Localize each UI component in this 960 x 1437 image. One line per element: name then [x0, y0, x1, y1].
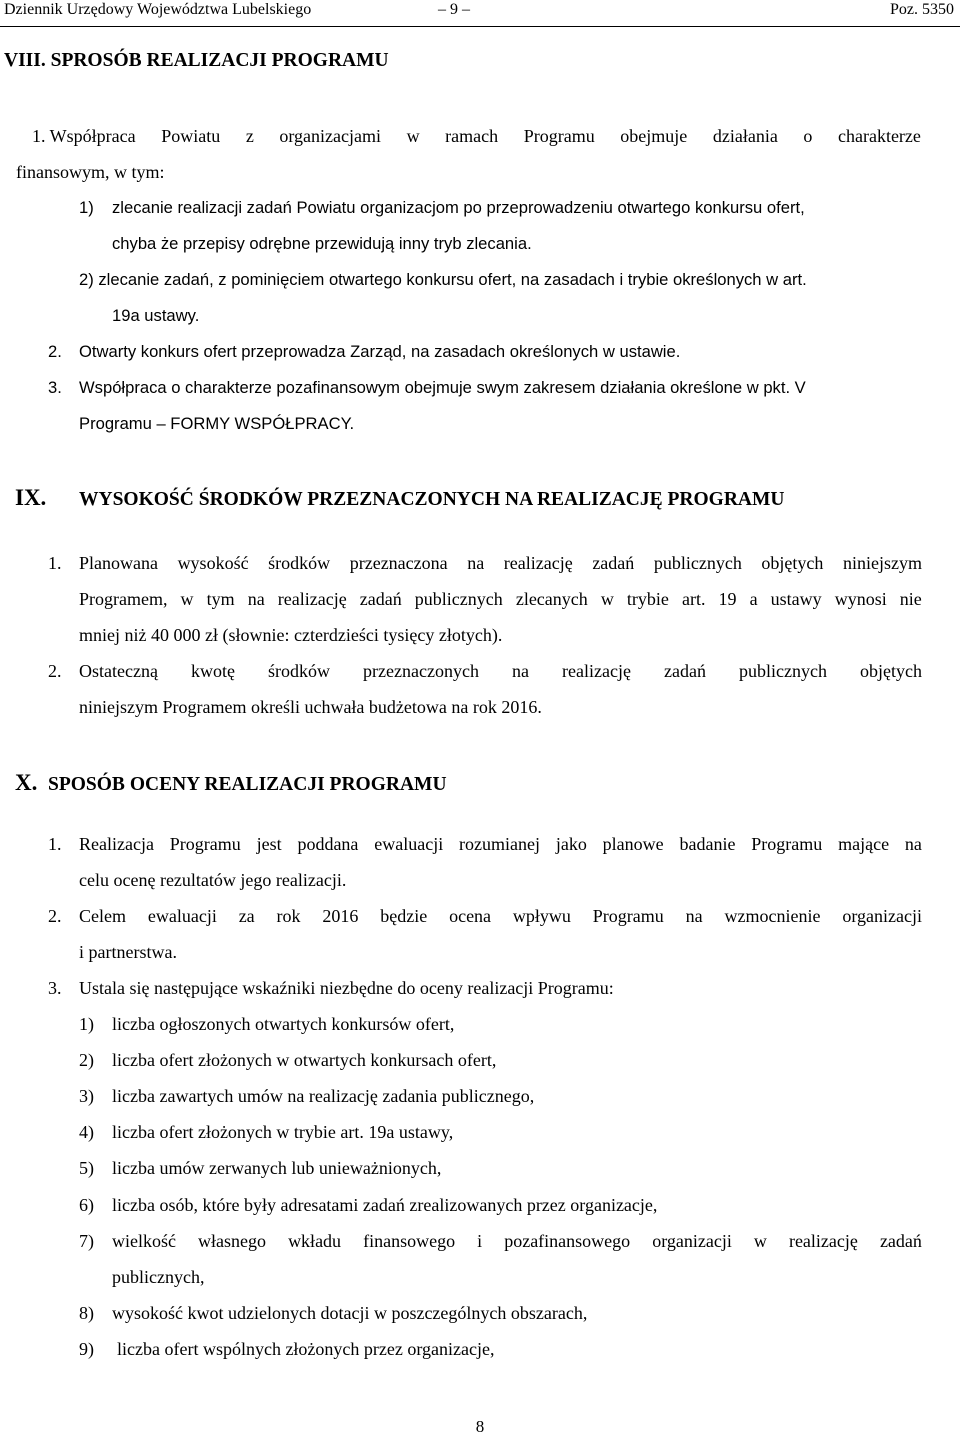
word: realizację: [277, 589, 347, 609]
word: wynosi: [834, 589, 887, 609]
word: realizację: [562, 661, 631, 681]
x-p3-number: 3.: [48, 978, 62, 998]
viii-p2-number: 2.: [48, 342, 62, 361]
word: wzmocnienie: [724, 906, 821, 926]
word: badanie: [679, 834, 736, 854]
indicator-1-text: liczba ogłoszonych otwartych konkursów ofert,: [112, 1014, 455, 1034]
word: przeznaczonych: [363, 661, 479, 681]
indicator-7-number: 7): [79, 1231, 94, 1251]
viii-p3-number: 3.: [48, 378, 62, 397]
word: pozafinansowego: [504, 1231, 631, 1251]
word: obejmuje: [620, 126, 688, 146]
word: zadań: [879, 1231, 922, 1251]
ix-p2-line1: [79, 660, 922, 682]
indicator-2-number: 2): [79, 1050, 94, 1070]
word: mające: [838, 834, 890, 854]
word: środków: [268, 661, 331, 681]
word: Programu: [592, 906, 664, 926]
word: art.: [681, 589, 706, 609]
section-ix-number: IX.: [15, 485, 47, 510]
word: z: [245, 126, 254, 146]
indicator-6-number: 6): [79, 1195, 94, 1215]
word: w: [600, 589, 614, 609]
word: na: [512, 661, 529, 681]
word: ewaluacji: [147, 906, 217, 926]
ix-p1-line3: mniej niż 40 000 zł (słownie: czterdzieści tysięcy złotych).: [79, 625, 503, 645]
indicator-8-number: 8): [79, 1303, 94, 1323]
word: jako: [555, 834, 587, 854]
indicator-9-text: liczba ofert wspólnych złożonych przez organizacje,: [117, 1339, 495, 1359]
word: 2016: [322, 906, 359, 926]
word: Programu: [751, 834, 823, 854]
word: Planowana: [79, 553, 158, 573]
word: organizacjami: [279, 126, 382, 146]
x-p1-number: 1.: [48, 834, 62, 854]
word: za: [238, 906, 255, 926]
indicator-5-number: 5): [79, 1158, 94, 1178]
word: Programu: [523, 126, 595, 146]
word: wielkość: [112, 1231, 176, 1251]
word: i: [477, 1231, 483, 1251]
section-ix-title: WYSOKOŚĆ ŚRODKÓW PRZEZNACZONYCH NA REALIZACJĘ PROGRAMU: [79, 489, 785, 510]
word: na: [247, 589, 265, 609]
word: w: [406, 126, 420, 146]
indicator-9-number: 9): [79, 1339, 94, 1359]
word: zadań: [664, 661, 706, 681]
word: Realizacja: [79, 834, 154, 854]
indicator-5-text: liczba umów zerwanych lub unieważnionych,: [112, 1158, 442, 1178]
viii-item1-number: 1): [79, 198, 94, 217]
x-p3: Ustala się następujące wskaźniki niezbędne do oceny realizacji Programu:: [79, 978, 614, 998]
x-p2-line1: [79, 905, 922, 927]
word: Programu: [169, 834, 241, 854]
word: zadań: [359, 589, 402, 609]
word: zadań: [592, 553, 635, 573]
word: publicznych: [414, 589, 503, 609]
word: nie: [899, 589, 922, 609]
word: ocena: [449, 906, 492, 926]
section-x-number: X.: [15, 770, 38, 795]
word: niniejszym: [842, 553, 922, 573]
word: 1. Współpraca: [32, 126, 136, 146]
indicator-3-number: 3): [79, 1086, 94, 1106]
ix-p1-number: 1.: [48, 553, 62, 573]
viii-item1-line2: chyba że przepisy odrębne przewidują inny tryb zlecania.: [112, 234, 532, 253]
word: Powiatu: [161, 126, 221, 146]
indicator-7-line1: [112, 1230, 922, 1252]
word: organizacji: [842, 906, 922, 926]
word: będzie: [380, 906, 428, 926]
header-position: Poz. 5350: [890, 1, 954, 18]
x-p1-line2: celu ocenę rezultatów jego realizacji.: [79, 870, 347, 890]
word: ramach: [445, 126, 499, 146]
ix-p1-line1: [79, 552, 922, 574]
indicator-6-text: liczba osób, które były adresatami zadań zrealizowanych przez organizacje,: [112, 1195, 658, 1215]
word: w: [180, 589, 194, 609]
word: a: [749, 589, 758, 609]
word: rozumianej: [459, 834, 541, 854]
word: na: [467, 553, 485, 573]
word: wysokość: [177, 553, 249, 573]
header-rule: [0, 26, 960, 27]
word: środków: [268, 553, 331, 573]
header-journal: Dziennik Urzędowy Województwa Lubelskiego: [4, 1, 312, 18]
word: własnego: [198, 1231, 267, 1251]
word: ewaluacji: [374, 834, 444, 854]
indicator-3-text: liczba zawartych umów na realizację zadania publicznego,: [112, 1086, 535, 1106]
word: charakterze: [837, 126, 921, 146]
word: zlecanych: [515, 589, 588, 609]
x-p2-line2: i partnerstwa.: [79, 942, 177, 962]
word: trybie: [626, 589, 669, 609]
word: realizację: [788, 1231, 858, 1251]
word: 19: [718, 589, 737, 609]
page-number: 8: [475, 1417, 485, 1436]
word: w: [753, 1231, 767, 1251]
word: wkładu: [288, 1231, 342, 1251]
word: publicznych: [653, 553, 742, 573]
word: planowe: [602, 834, 664, 854]
indicator-4-text: liczba ofert złożonych w trybie art. 19a ustawy,: [112, 1122, 454, 1142]
indicator-4-number: 4): [79, 1122, 94, 1142]
section-viii-title: VIII. SPROSÓB REALIZACJI PROGRAMU: [4, 50, 389, 71]
word: na: [685, 906, 703, 926]
word: Celem: [79, 906, 126, 926]
word: Ostateczną: [79, 661, 158, 681]
word: finansowego: [363, 1231, 456, 1251]
word: działania: [712, 126, 778, 146]
word: na: [904, 834, 922, 854]
word: publicznych: [739, 661, 827, 681]
viii-p2: Otwarty konkurs ofert przeprowadza Zarząd, na zasadach określonych w ustawie.: [79, 342, 681, 361]
header-page-marker: – 9 –: [438, 1, 470, 18]
viii-p3-line1: Współpraca o charakterze pozafinansowym obejmuje swym zakresem działania określone w pkt. V: [79, 378, 806, 397]
viii-item2-line1: 2) zlecanie zadań, z pominięciem otwartego konkursu ofert, na zasadach i trybie określonych w art.: [79, 270, 807, 289]
viii-p3-line2: Programu – FORMY WSPÓŁPRACY.: [79, 414, 355, 433]
x-p2-number: 2.: [48, 906, 62, 926]
word: Programem,: [79, 589, 168, 609]
viii-p1-line1: [32, 125, 921, 147]
word: rok: [276, 906, 301, 926]
word: organizacji: [652, 1231, 732, 1251]
indicator-7-line2: publicznych,: [112, 1267, 205, 1287]
indicator-8-text: wysokość kwot udzielonych dotacji w poszczególnych obszarach,: [112, 1303, 588, 1323]
section-x-title: SPOSÓB OCENY REALIZACJI PROGRAMU: [48, 774, 447, 795]
word: jest: [256, 834, 282, 854]
ix-p2-line2: niniejszym Programem określi uchwała budżetowa na rok 2016.: [79, 697, 542, 717]
word: o: [803, 126, 813, 146]
word: kwotę: [190, 661, 235, 681]
indicator-2-text: liczba ofert złożonych w otwartych konkursach ofert,: [112, 1050, 497, 1070]
word: wpływu: [512, 906, 571, 926]
ix-p2-number: 2.: [48, 661, 62, 681]
x-p1-line1: [79, 833, 922, 855]
viii-item2-line2: 19a ustawy.: [112, 306, 200, 325]
word: poddana: [297, 834, 359, 854]
indicator-1-number: 1): [79, 1014, 94, 1034]
word: objętych: [761, 553, 824, 573]
ix-p1-line2: [79, 588, 922, 610]
word: ustawy: [770, 589, 822, 609]
viii-p1-line2: finansowym, w tym:: [16, 162, 165, 182]
word: tym: [206, 589, 235, 609]
viii-item1-line1: zlecanie realizacji zadań Powiatu organizacjom po przeprowadzeniu otwartego konkursu ofert,: [112, 198, 805, 217]
word: objętych: [860, 661, 922, 681]
word: przeznaczona: [349, 553, 448, 573]
word: realizację: [503, 553, 573, 573]
